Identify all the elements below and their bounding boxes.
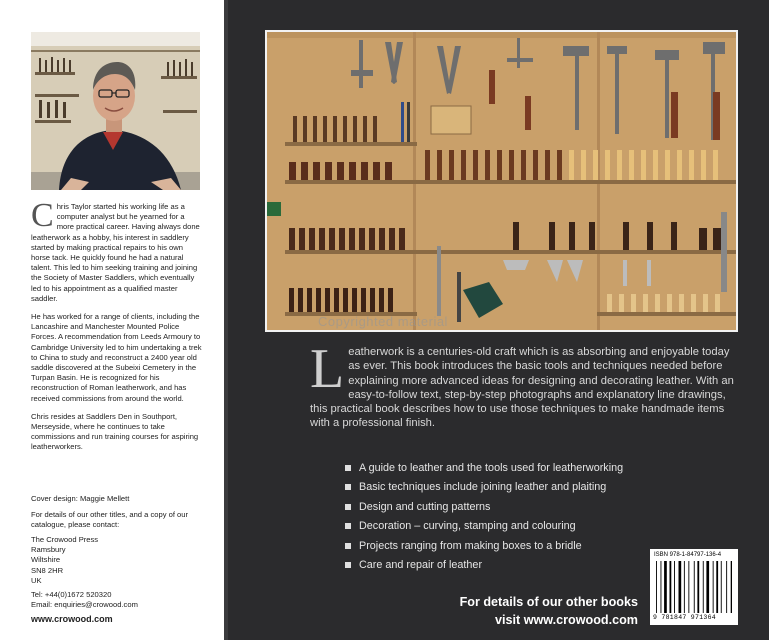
blurb-drop-cap: L	[310, 338, 345, 400]
telephone: Tel: +44(0)1672 520320	[31, 590, 112, 599]
isbn-label: ISBN 978-1-84797-136-4	[654, 552, 722, 558]
feature-list	[345, 458, 623, 575]
back-cover-blurb	[310, 338, 735, 431]
isbn-barcode	[650, 549, 738, 625]
back-flap	[0, 0, 224, 640]
address-line: The Crowood Press	[31, 535, 99, 544]
tools-photo	[265, 30, 738, 332]
list-item	[345, 458, 623, 478]
bio-paragraph-2: He has worked for a range of clients, including the Lancashire and Manchester Mounted Police Forces. A recommendation from Leeds Armoury to Cambridge University led to him undertaking a trek to China to study and reconstruct a 2400 year old saddle discovered at the Subeixi Cemetery in the Turpan Basin. He is recognized for his reconstruction of Roman leatherwork, and has received commissions from around the world.	[31, 312, 202, 403]
blurb-text: eatherwork is a centuries-old craft which is as absorbing and enjoyable today as ever. This book introduces the basic tools and techniques needed before explaining more advanced ideas for designing and decorating leather. With an easy-to-follow text, step-by-step photographs and explanatory line drawings, this practical book describes how to use those techniques to make handmade items with a professional finish.	[310, 346, 734, 430]
author-bio	[31, 197, 203, 461]
address-line: UK	[31, 575, 42, 585]
barcode-bars	[656, 561, 732, 613]
publisher-address	[31, 535, 203, 586]
bio-paragraph-1	[31, 197, 203, 304]
bullet-square-icon	[345, 465, 351, 471]
list-item	[345, 517, 623, 537]
flap-fold-divider	[224, 0, 228, 640]
website-link[interactable]: www.crowood.com	[31, 614, 113, 624]
cover-design-credit: Cover design: Maggie Mellett	[31, 494, 130, 503]
bullet-square-icon	[345, 543, 351, 549]
contact-info	[31, 590, 203, 610]
list-item-text: Care and repair of leather	[359, 559, 483, 572]
list-item	[345, 536, 623, 556]
author-photo	[31, 32, 200, 190]
list-item	[345, 556, 623, 576]
isbn-digits: 9 781847 971364	[653, 614, 717, 621]
address-line: Wiltshire	[31, 555, 61, 565]
catalogue-text: For details of our other titles, and a copy of our catalogue, please contact:	[31, 510, 189, 530]
list-item	[345, 478, 623, 498]
list-item-text: Basic techniques include joining leather and plaiting	[359, 481, 607, 494]
address-line: Ramsbury	[31, 545, 66, 555]
list-item-text: Projects ranging from making boxes to a bridle	[359, 539, 582, 552]
back-cover-footer	[460, 593, 638, 629]
bio-paragraph-1-text: hris Taylor started his working life as a computer analyst but he yearned for a more practical career. Having always done leatherwork as a hobby, his interest in saddlery started by making practical repairs to his own horse tack. He quickly found he had a natural talent. This led to him seeking training and joining the Society of Master Saddlers, which eventually led to his appointment as a qualified master saddler.	[31, 202, 200, 303]
email-link[interactable]: Email: enquiries@crowood.com	[31, 600, 138, 610]
bullet-square-icon	[345, 562, 351, 568]
bio-paragraph-3: Chris resides at Saddlers Den in Southport, Merseyside, where he continues to take commissions and run training courses for aspiring leatherworkers.	[31, 411, 199, 452]
list-item-text: Decoration – curving, stamping and colouring	[359, 520, 576, 533]
footer-line-1: For details of our other books	[459, 595, 638, 609]
bullet-square-icon	[345, 523, 351, 529]
list-item	[345, 497, 623, 517]
footer-website-link[interactable]: visit www.crowood.com	[495, 613, 638, 627]
list-item-text: A guide to leather and the tools used for leatherworking	[359, 461, 624, 474]
address-line: SN8 2HR	[31, 565, 64, 575]
bullet-square-icon	[345, 484, 351, 490]
list-item-text: Design and cutting patterns	[359, 500, 491, 513]
bullet-square-icon	[345, 504, 351, 510]
copyright-watermark: Copyrighted material	[318, 314, 448, 329]
bio-drop-cap: C	[31, 197, 54, 234]
